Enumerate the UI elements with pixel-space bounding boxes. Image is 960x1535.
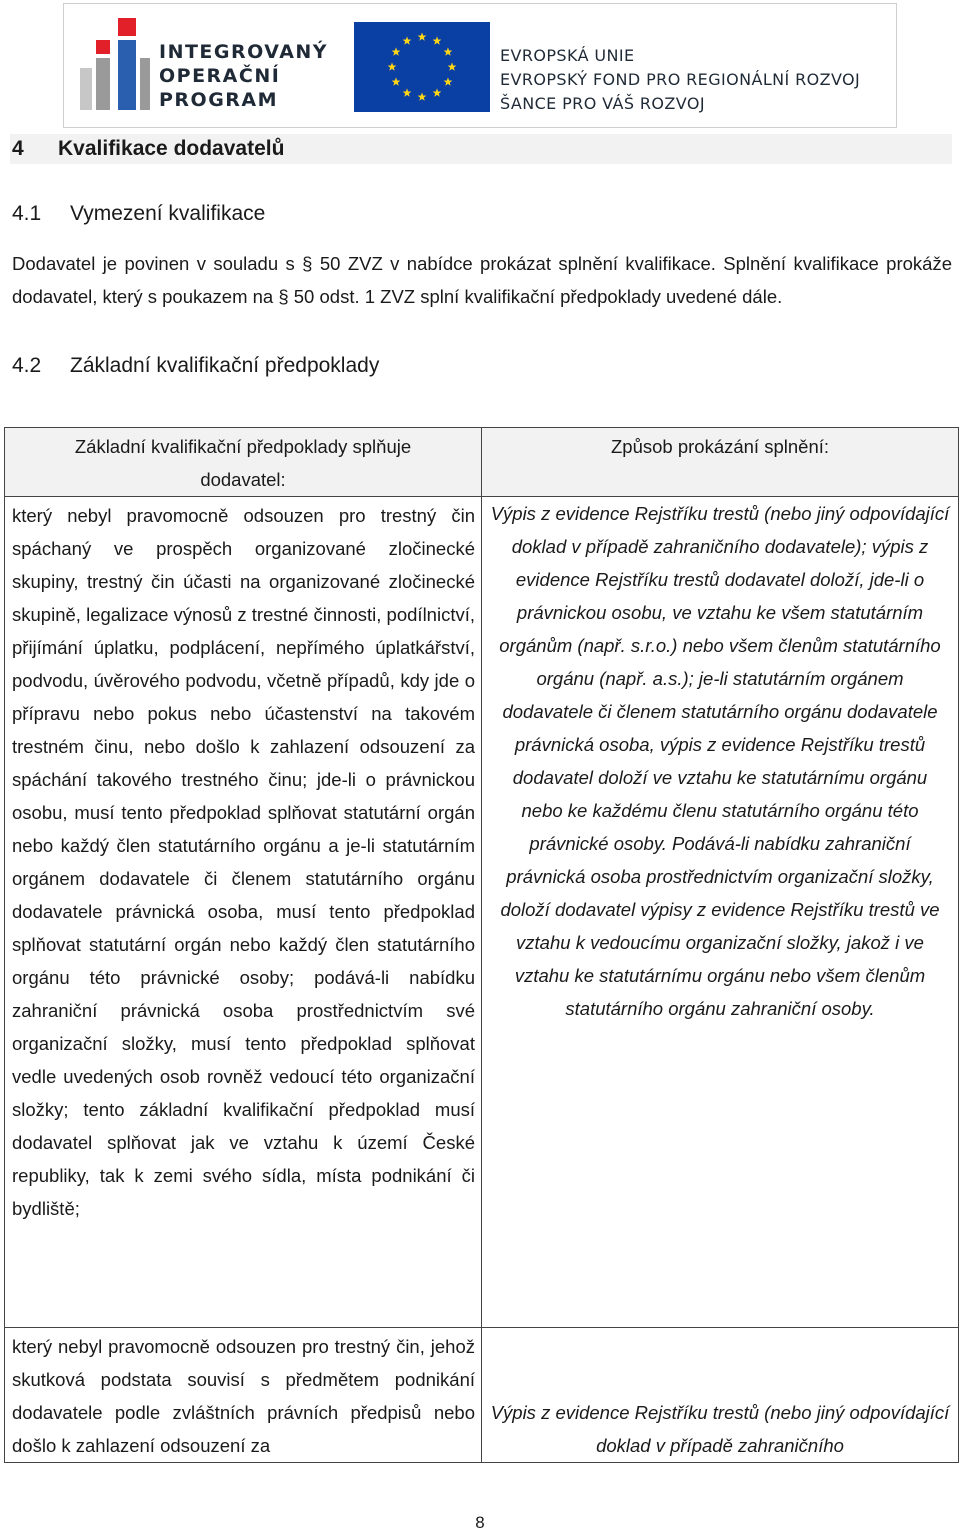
table-header-requirement: Základní kvalifikační předpoklady splňuje dodavatel: — [5, 428, 482, 497]
table-header-proof: Způsob prokázání splnění: — [482, 428, 959, 497]
proof-cell: Výpis z evidence Rejstříku trestů (nebo jiný odpovídající doklad v případě zahraničního dodavatele); výpis z evidence Rejstříku trestů dodavatel doloží, jde-li o právnickou osobu, ve vztahu ke všem statutárním orgánům (např. s.r.o.) nebo všem členům statutárního orgánu (např. a.s.); je-li statutárním orgánem dodavatele či členem statutárního orgánu dodavatele právnická osoba, výpis z evidence Rejstříku trestů dodavatel doloží ve vztahu ke statutárnímu orgánu nebo ke každému členu statutárního orgánu této právnické osoby. Podává-li nabídku zahraniční právnická osoba prostřednictvím organizační složky, doloží dodavatel výpisy z evidence Rejstříku trestů ve vztahu k vedoucímu organizační složky, jakož i ve vztahu ke statutárnímu orgánu nebo všem členům statutárního orgánu zahraniční osoby. — [482, 497, 959, 1328]
section-heading — [10, 134, 952, 164]
section-title: Kvalifikace dodavatelů — [58, 137, 285, 160]
intro-paragraph: Dodavatel je povinen v souladu s § 50 ZVZ v nabídce prokázat splnění kvalifikace. Splnění kvalifikace prokáže dodavatel, který s poukazem na § 50 odst. 1 ZVZ splní kvalifikační předpoklady uvedené dále. — [12, 253, 952, 307]
subsection-number: 4.2 — [12, 354, 42, 377]
table-header-row — [5, 428, 959, 497]
page-number: 8 — [475, 1513, 485, 1532]
iop-logo-text: INTEGROVANÝ OPERAČNÍ PROGRAM — [159, 41, 329, 111]
section-number: 4 — [12, 137, 24, 160]
iop-logo-icon — [80, 18, 160, 110]
proof-cell: Výpis z evidence Rejstříku trestů (nebo jiný odpovídající doklad v případě zahraničního — [482, 1328, 959, 1463]
qualification-table — [4, 427, 959, 1463]
eu-flag-icon — [354, 22, 490, 112]
header-logos — [63, 3, 897, 128]
subsection-title: Vymezení kvalifikace — [70, 202, 266, 225]
subsection-heading-4-1 — [12, 199, 265, 229]
subsection-heading-4-2 — [12, 351, 379, 381]
eu-logo-text: EVROPSKÁ UNIE EVROPSKÝ FOND PRO REGIONÁLNÍ ROZVOJ ŠANCE PRO VÁŠ ROZVOJ — [500, 46, 861, 113]
subsection-title: Základní kvalifikační předpoklady — [70, 354, 380, 377]
requirement-cell: který nebyl pravomocně odsouzen pro trestný čin spáchaný ve prospěch organizované zločinecké skupiny, trestný čin účasti na organizované zločinecké skupině, legalizace výnosů z trestné činnosti, podílnictví, přijímání úplatku, podplácení, nepřímého úplatkářství, podvodu, úvěrového podvodu, včetně případů, kdy jde o přípravu nebo pokus nebo účastenství na takovém trestném činu, nebo došlo k zahlazení odsouzení za spáchání takového trestného činu; jde-li o právnickou osobu, musí tento předpoklad splňovat statutární orgán nebo každý člen statutárního orgánu a je-li statutárním orgánem dodavatele či členem statutárního orgánu dodavatele právnická osoba, musí tento předpoklad splňovat statutární orgán nebo každý člen statutárního orgánu této právnické osoby; podává-li nabídku zahraniční právnická osoba prostřednictvím své organizační složky, musí tento předpoklad splňovat vedle uvedených osob rovněž vedoucí této organizační složky; tento základní kvalifikační předpoklad musí dodavatel splňovat jak ve vztahu k území České republiky, tak k zemi svého sídla, místa podnikání či bydliště; — [5, 497, 482, 1328]
table-row — [5, 1328, 959, 1463]
requirement-cell: který nebyl pravomocně odsouzen pro trestný čin, jehož skutková podstata souvisí s předmětem podnikání dodavatele podle zvláštních právních předpisů nebo došlo k zahlazení odsouzení za — [5, 1328, 482, 1463]
subsection-number: 4.1 — [12, 202, 42, 225]
table-row — [5, 497, 959, 1328]
